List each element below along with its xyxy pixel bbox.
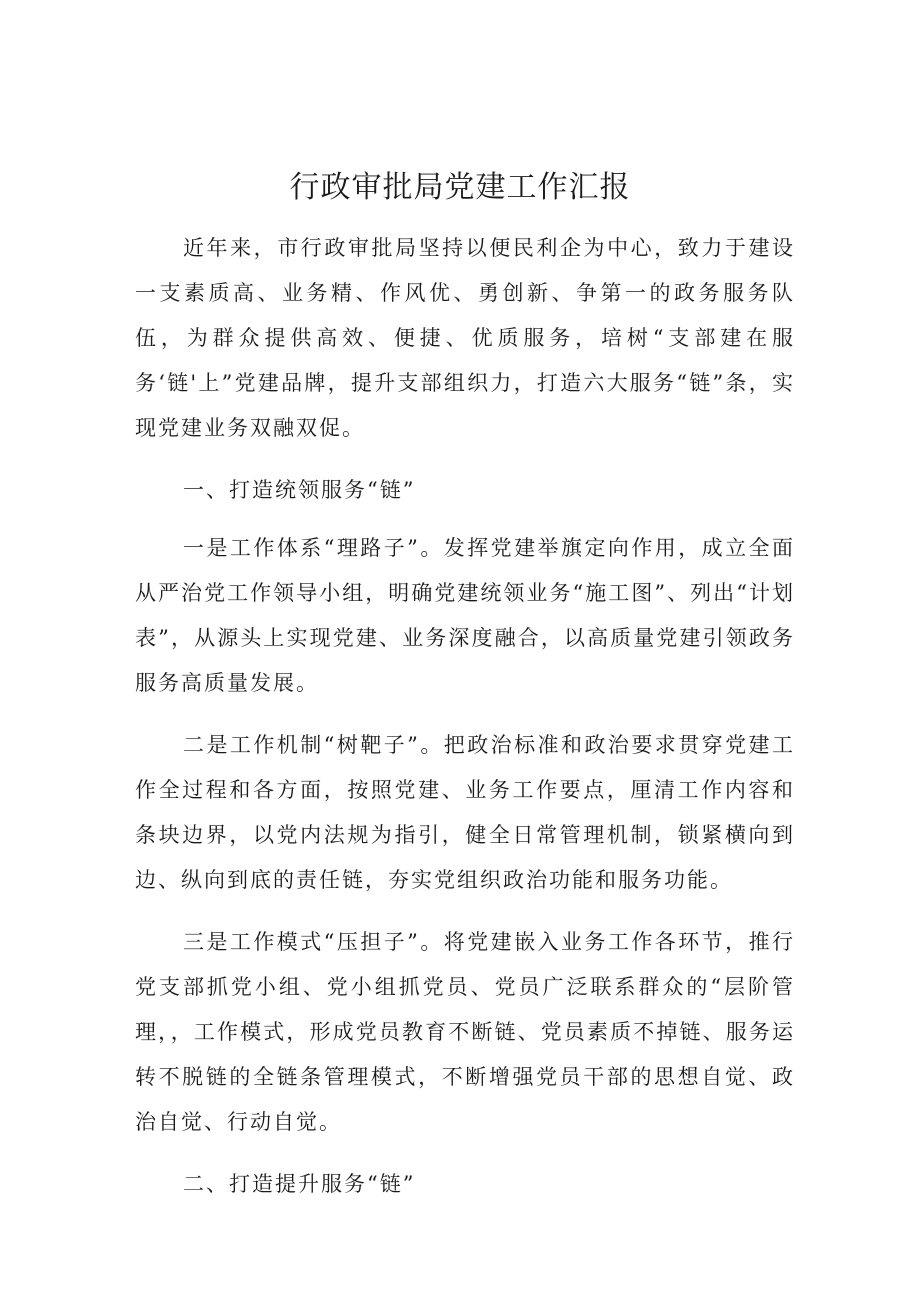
- body-paragraph-mechanism: 二是工作机制“树靶子”。把政治标准和政治要求贯穿党建工作全过程和各方面，按照党建、业务工作要点，厘清工作内容和条块边界，以党内法规为指引，健全日常管理机制，锁紧横向到边、纵向到底的责任链，夯实党组织政治功能和服务功能。: [135, 733, 795, 892]
- section-heading-2: 二、打造提升服务“链”: [183, 1172, 416, 1196]
- body-paragraph-system: 一是工作体系“理路子”。发挥党建举旗定向作用，成立全面从严治党工作领导小组，明确党建统领业务“施工图”、列出“计划表”，从源头上实现党建、业务深度融合，以高质量党建引领政务服务高质量发展。: [135, 536, 795, 695]
- intro-paragraph: 近年来，市行政审批局坚持以便民利企为中心，致力于建设一支素质高、业务精、作风优、勇创新、争第一的政务服务队伍，为群众提供高效、便捷、优质服务，培树“支部建在服务‘链'上”党建品牌，提升支部组织力，打造六大服务“链”条，实现党建业务双融双促。: [135, 236, 795, 440]
- document-body: [135, 226, 795, 1220]
- document-title: 行政审批局党建工作汇报: [289, 170, 631, 205]
- section-heading-1: 一、打造统领服务“链”: [183, 478, 416, 502]
- body-paragraph-mode: 三是工作模式“压担子”。将党建嵌入业务工作各环节，推行党支部抓党小组、党小组抓党员、党员广泛联系群众的“层阶管理，，工作模式，形成党员教育不断链、党员素质不掉链、服务运转不脱链的全链条管理模式，不断增强党员干部的思想自觉、政治自觉、行动自觉。: [135, 930, 795, 1134]
